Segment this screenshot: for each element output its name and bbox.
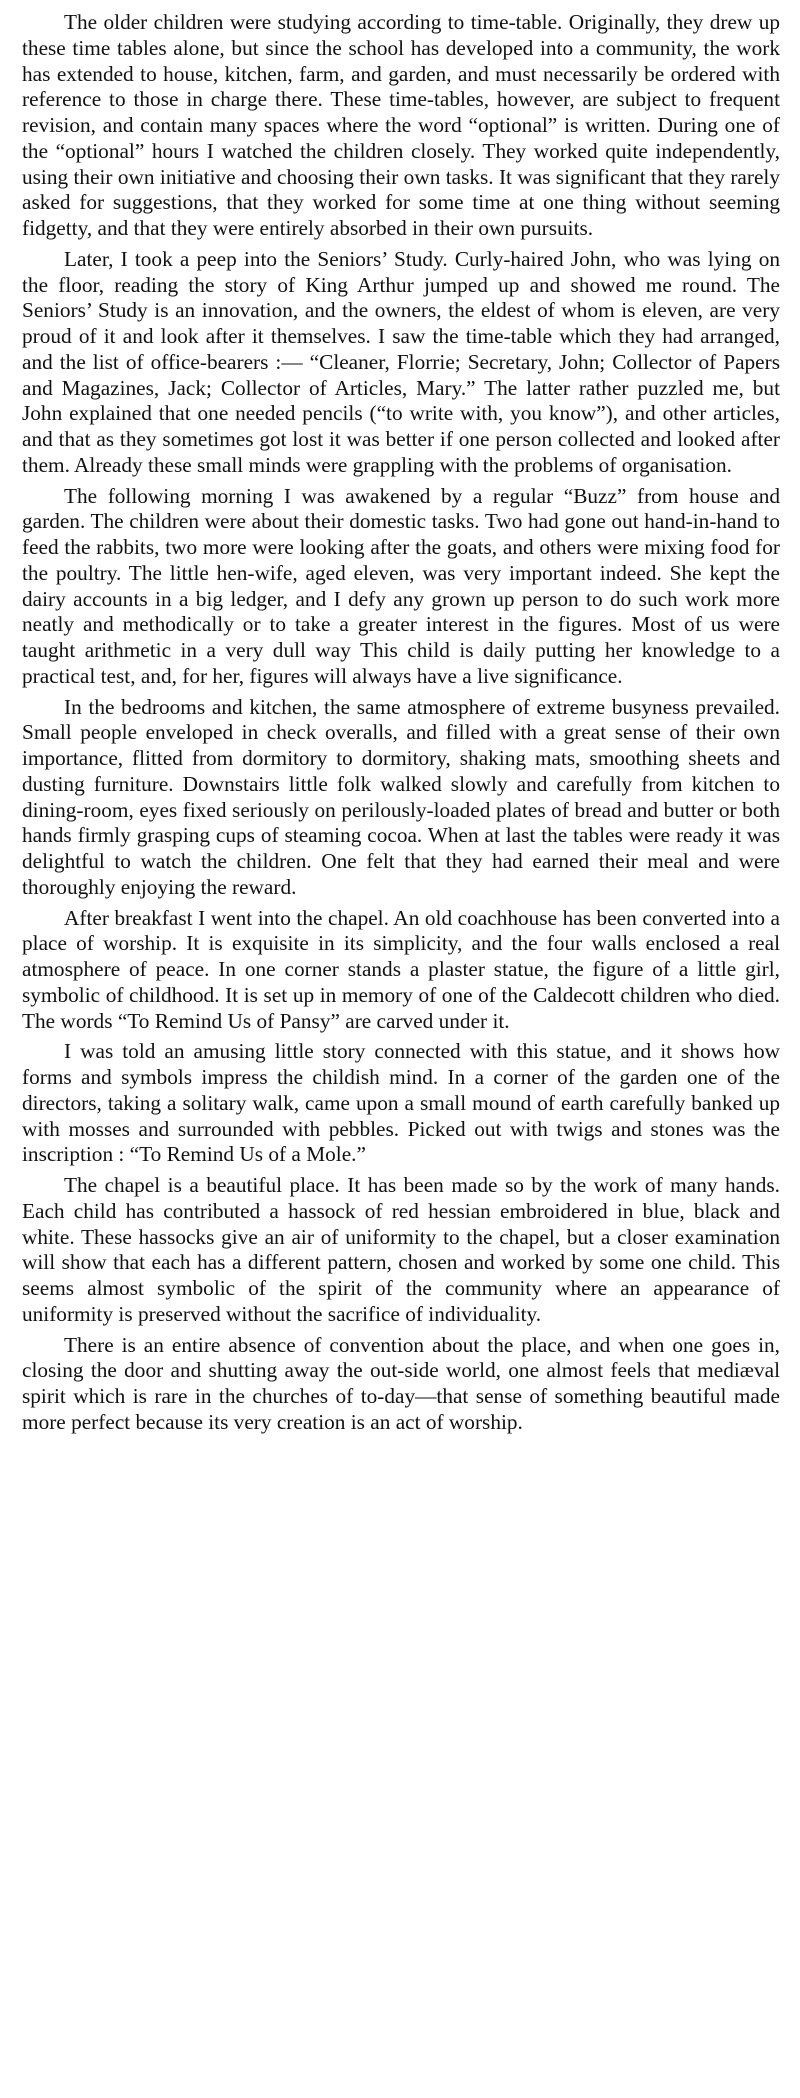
paragraph-statue-story: I was told an amusing little story connected with this statue, and it shows how forms and symbols impress the childish mind. In a corner of the garden one of the directors, taking a solitary walk, came upon a small mound of earth carefully banked up with mosses and surrounded with pebbles. Picked out with twigs and stones was the inscription : “To Remind Us of a Mole.” [22,1039,780,1167]
paragraph-hassocks: The chapel is a beautiful place. It has been made so by the work of many hands. Each child has contributed a hassock of red hessian embroidered in blue, black and white. These hassocks give an air of uniformity to the chapel, but a closer examination will show that each has a different pattern, chosen and worked by some one child. This seems almost symbolic of the spirit of the community where an appearance of uniformity is preserved without the sacrifice of individuality. [22,1173,780,1326]
paragraph-time-table: The older children were studying according to time-table. Originally, they drew up these time tables alone, but since the school has developed into a community, the work has extended to house, kitchen, farm, and garden, and must necessarily be ordered with reference to those in charge there. These time-tables, however, are subject to frequent revision, and contain many spaces where the word “optional” is written. During one of the “optional” hours I watched the children closely. They worked quite independently, using their own initiative and choosing their own tasks. It was significant that they rarely asked for suggestions, that they worked for some time at one thing without seeming fidgetty, and that they were entirely absorbed in their own pursuits. [22,10,780,240]
paragraph-chapel: After breakfast I went into the chapel. An old coachhouse has been converted into a place of worship. It is exquisite in its simplicity, and the four walls enclosed a real atmosphere of peace. In one corner stands a plaster statue, the figure of a little girl, symbolic of childhood. It is set up in memory of one of the Caldecott children who died. The words “To Remind Us of Pansy” are carved under it. [22,905,780,1033]
paragraph-seniors-study: Later, I took a peep into the Seniors’ Study. Curly-haired John, who was lying on the floor, reading the story of King Arthur jumped up and showed me round. The Seniors’ Study is an innovation, and the owners, the eldest of whom is eleven, are very proud of it and look after it themselves. I saw the time-table which they had arranged, and the list of office-bearers :— “Cleaner, Florrie; Secretary, John; Collector of Papers and Magazines, Jack; Collector of Articles, Mary.” The latter rather puzzled me, but John explained that one needed pencils (“to write with, you know”), and other articles, and that as they sometimes got lost it was better if one person collected and looked after them. Already these small minds were grappling with the problems of organisation. [22,246,780,477]
paragraph-bedrooms-kitchen: In the bedrooms and kitchen, the same atmosphere of extreme busyness prevailed. Small people enveloped in check overalls, and filled with a great sense of their own importance, flitted from dormitory to dormitory, shaking mats, smoothing sheets and dusting furniture. Downstairs little folk walked slowly and carefully from kitchen to dining-room, eyes fixed seriously on perilously-loaded plates of bread and butter or both hands firmly grasping cups of steaming cocoa. When at last the tables were ready it was delightful to watch the children. One felt that they had earned their meal and were thoroughly enjoying the reward. [22,694,780,899]
paragraph-morning-tasks: The following morning I was awakened by a regular “Buzz” from house and garden. The children were about their domestic tasks. Two had gone out hand-in-hand to feed the rabbits, two more were looking after the goats, and others were mixing food for the poultry. The little hen-wife, aged eleven, was very important indeed. She kept the dairy accounts in a big ledger, and I defy any grown up person to do such work more neatly and methodically or to take a greater interest in the figures. Most of us were taught arithmetic in a very dull way This child is daily putting her knowledge to a practical test, and, for her, figures will always have a live significance. [22,483,780,688]
paragraph-worship: There is an entire absence of convention about the place, and when one goes in, closing the door and shutting away the out-side world, one almost feels that mediæval spirit which is rare in the churches of to-day—that sense of something beautiful made more perfect because its very creation is an act of worship. [22,1332,780,1434]
